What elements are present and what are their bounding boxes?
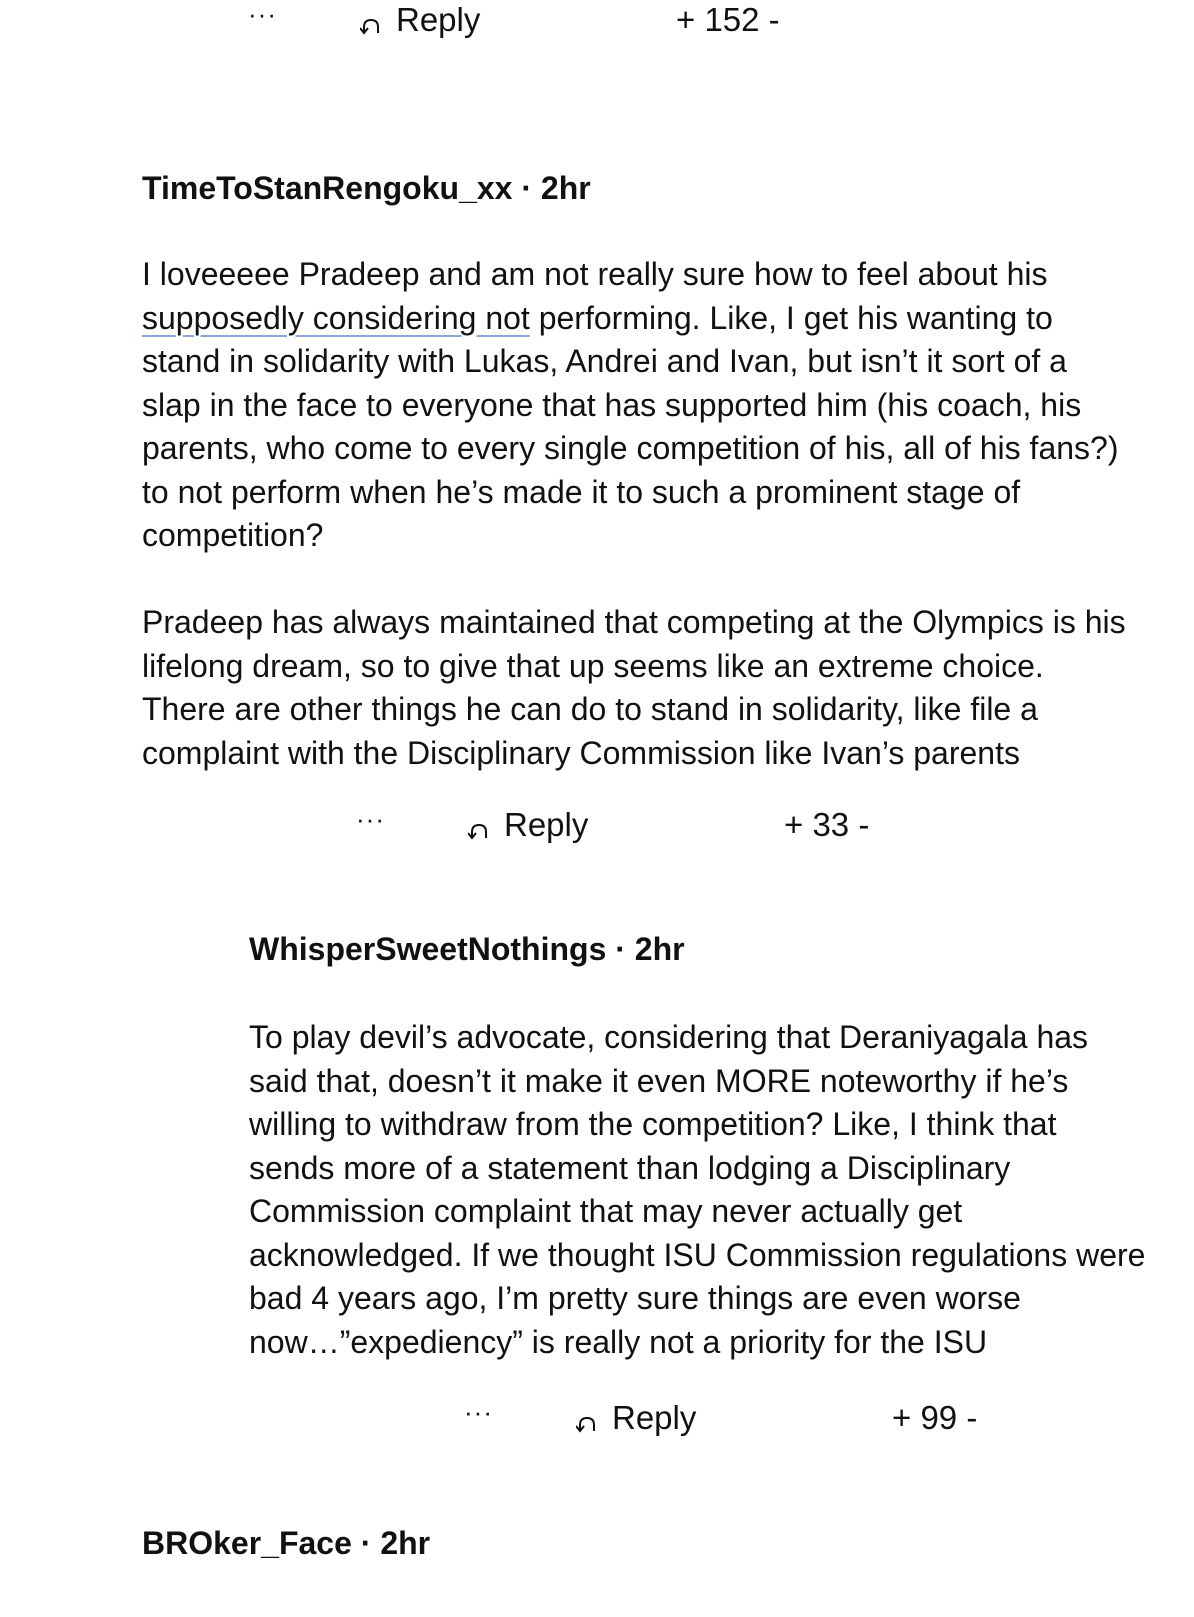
reply-button[interactable] [576,1398,696,1438]
more-options-button[interactable]: ··· [248,0,277,29]
reply-arrow-icon [360,17,382,35]
comment-body [249,1016,1149,1364]
vote-control[interactable]: + 99 - [892,1399,978,1436]
comment-actions [356,805,956,845]
comment-paragraph [142,253,1132,558]
reply-arrow-icon [576,1415,598,1433]
reply-button[interactable] [468,805,588,845]
comment-body [142,253,1132,775]
comment-author[interactable]: WhisperSweetNothings · 2hr [249,931,685,967]
reply-label: Reply [504,806,589,843]
comment-link[interactable]: supposedly considering not [142,299,530,336]
comment-actions [464,1398,1064,1438]
comment-author[interactable]: BROker_Face · 2hr [142,1525,431,1561]
more-options-button[interactable]: ··· [464,1397,493,1427]
reply-button[interactable] [360,0,480,40]
more-options-button[interactable]: ··· [356,804,385,834]
comment-text: performing. Like, I get his wanting to stand in solidarity with Lukas, Andrei and Ivan, but isn’t it sort of a slap in the face to everyone that has supported him (his coach, his parents, who come to every single competition of his, all of his fans?) to not perform when he’s made it to such a prominent stage of competition? [142,299,1119,553]
comment-paragraph: Pradeep has always maintained that competing at the Olympics is his lifelong dream, so to give that up seems like an extreme choice. There are other things he can do to stand in solidarity, like file a complaint with the Disciplinary Commission like Ivan’s parents [142,604,1126,771]
reply-label: Reply [612,1399,697,1436]
comment-paragraph: To play devil’s advocate, considering that Deraniyagala has said that, doesn’t it make it even MORE noteworthy if he’s willing to withdraw from the competition? Like, I think that sends more of a statement than lodging a Disciplinary Commission complaint that may never actually get acknowledged. If we thought ISU Commission regulations were bad 4 years ago, I’m pretty sure things are even worse now…”expediency” is really not a priority for the ISU [249,1019,1146,1360]
reply-label: Reply [396,1,481,38]
comment-text: I loveeeee Pradeep and am not really sure how to feel about his [142,256,1048,292]
vote-control[interactable]: + 152 - [676,1,780,38]
vote-control[interactable]: + 33 - [784,806,870,843]
reply-arrow-icon [468,822,490,840]
comment-author[interactable]: TimeToStanRengoku_xx · 2hr [142,170,591,206]
comment-actions [248,0,848,40]
